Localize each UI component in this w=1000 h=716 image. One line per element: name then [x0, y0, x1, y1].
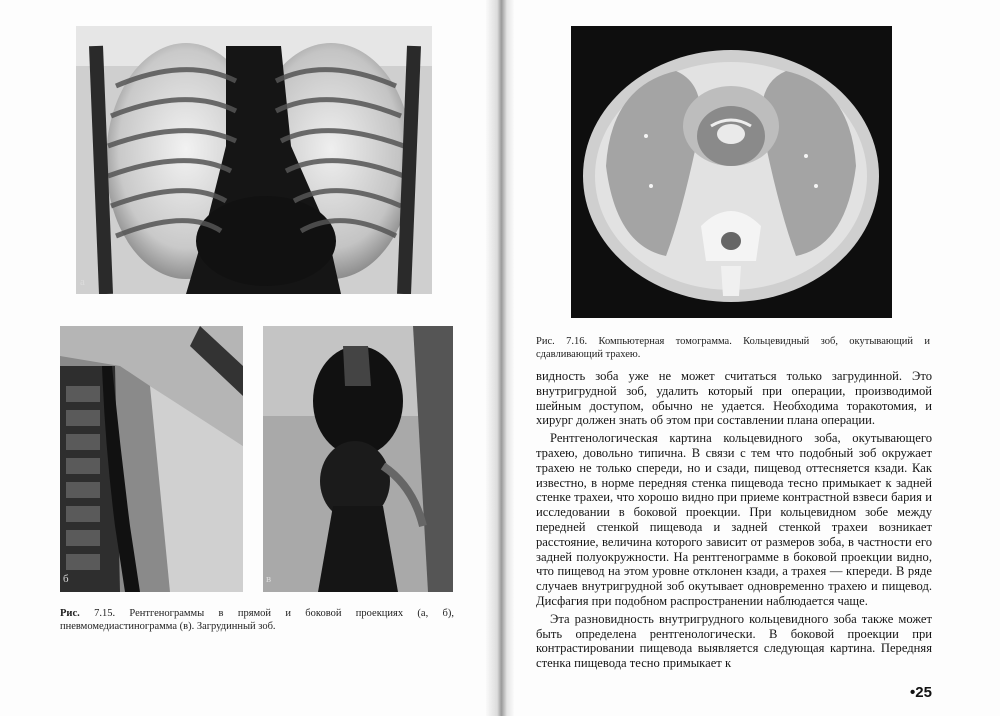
- xray-frontal-image: [76, 26, 432, 294]
- xray-lateral-image: [60, 326, 243, 592]
- pneumomediastinogram-image: [263, 326, 453, 592]
- paragraph-2: Рентгенологическая картина кольцевидного зоба, окутывающего трахею, довольно типична. В связи с тем что подобный зоб окружает трахею не только спереди, но и сзади, пищевод оттесняется кзади. Как известно, в норме передняя стенка пищевода тесно примыкает к задней стенке трахеи, что хорошо видно при приеме контрастной взвеси бария и исследовании в боковой проекции. При кольцевидном зобе между передней стенкой пищевода и задней стенкой трахеи возникает расстояние, величина которого зависит от размеров зоба, в частности его задней полуокружности. На рентгенограмме в боковой проекции видно, что пищевод на этом уровне отклонен кзади, а трахея — кпереди. В ряде случаев внутригрудной зоб окутывает одновременно трахею и пищевод. Дисфагия при подобном распространении наблюдается чаще.: [536, 431, 932, 608]
- panel-label-b: б: [63, 573, 69, 585]
- ct-scan-image: [571, 26, 892, 318]
- page-number: •25: [910, 684, 932, 701]
- panel-label-a: а: [80, 276, 85, 288]
- caption-text: 7.16. Компьютерная томограмма. Кольцевидный зоб, окутывающий и сдавливающий трахею.: [536, 336, 931, 360]
- book-gutter: [486, 0, 514, 716]
- figure-7-15-caption: [60, 607, 454, 633]
- panel-label-c: в: [266, 573, 272, 585]
- paragraph-1: видность зоба уже не может считаться только загрудинной. Это внутригрудной зоб, удалить который при операции, производимой шейным доступом, обычно не удается. Необходима торакотомия, и хирург должен знать об этом при составлении плана операции.: [536, 369, 932, 428]
- body-text: [536, 369, 932, 671]
- figure-7-16-caption: [536, 335, 930, 361]
- caption-prefix: Рис.: [536, 336, 555, 347]
- caption-text: 7.15. Рентгенограммы в прямой и боковой проекциях (а, б), пневмомедиастинограмма (в). Загрудинный зоб.: [60, 608, 455, 632]
- caption-prefix: Рис.: [60, 608, 80, 619]
- paragraph-3: Эта разновидность внутригрудного кольцевидного зоба также может быть определена рентгенологически. В боковой проекции при контрастировании пищевода выявляется следующая картина. Передняя стенка пищевода тесно примыкает к: [536, 611, 932, 671]
